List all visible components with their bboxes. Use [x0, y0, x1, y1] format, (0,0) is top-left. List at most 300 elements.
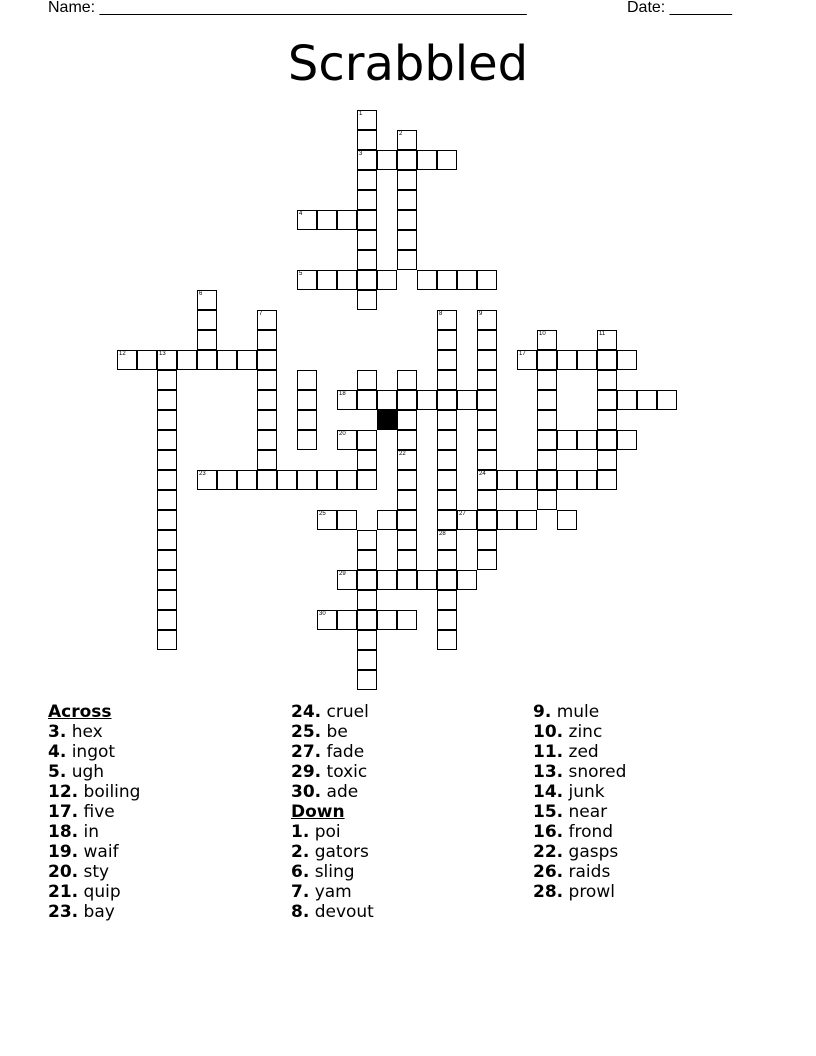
clue-text: fade — [321, 742, 365, 762]
grid-cell[interactable] — [617, 350, 637, 370]
grid-cell[interactable] — [477, 330, 497, 350]
grid-cell[interactable] — [337, 510, 357, 530]
clue-text: sty — [78, 862, 110, 882]
clue-text: devout — [309, 902, 374, 922]
grid-cell[interactable] — [377, 510, 397, 530]
clue-text: quip — [78, 882, 121, 902]
clue-number: 3 — [359, 151, 363, 157]
grid-cell[interactable] — [197, 330, 217, 350]
grid-cell[interactable] — [157, 430, 177, 450]
grid-cell[interactable] — [437, 570, 457, 590]
grid-cell[interactable] — [437, 450, 457, 470]
across-clue — [48, 782, 140, 802]
grid-cell[interactable] — [357, 230, 377, 250]
clue-number-label: 18. — [48, 822, 79, 842]
grid-cell[interactable] — [357, 110, 377, 130]
across-clue — [48, 882, 140, 902]
grid-cell[interactable] — [337, 430, 357, 450]
down-clue — [533, 702, 626, 722]
clue-text: bay — [78, 902, 115, 922]
grid-cell[interactable] — [397, 230, 417, 250]
grid-cell[interactable] — [477, 270, 497, 290]
grid-cell[interactable] — [197, 350, 217, 370]
grid-cell[interactable] — [357, 130, 377, 150]
page-title: Scrabbled — [287, 36, 529, 92]
clue-text: poi — [309, 822, 341, 842]
grid-cell[interactable] — [357, 610, 377, 630]
clue-text: be — [321, 722, 348, 742]
grid-cell[interactable] — [257, 330, 277, 350]
grid-cell[interactable] — [617, 430, 637, 450]
down-heading: Down — [291, 802, 345, 822]
clue-number: 13 — [159, 351, 166, 357]
grid-cell[interactable] — [397, 550, 417, 570]
clue-number: 20 — [339, 431, 346, 437]
grid-cell[interactable] — [397, 150, 417, 170]
clue-number-label: 11. — [533, 742, 564, 762]
grid-cell[interactable] — [197, 290, 217, 310]
grid-cell[interactable] — [397, 370, 417, 390]
grid-cell[interactable] — [457, 270, 477, 290]
grid-cell[interactable] — [297, 470, 317, 490]
grid-cell[interactable] — [537, 370, 557, 390]
grid-cell[interactable] — [457, 390, 477, 410]
grid-cell[interactable] — [337, 270, 357, 290]
grid-cell[interactable] — [617, 390, 637, 410]
grid-cell[interactable] — [357, 590, 377, 610]
down-clue — [533, 802, 626, 822]
grid-cell[interactable] — [197, 470, 217, 490]
grid-cell[interactable] — [157, 390, 177, 410]
across-clue — [291, 762, 374, 782]
clue-text: five — [78, 802, 115, 822]
grid-cell[interactable] — [157, 470, 177, 490]
grid-cell[interactable] — [397, 390, 417, 410]
grid-cell[interactable] — [397, 530, 417, 550]
grid-cell[interactable] — [357, 250, 377, 270]
grid-cell[interactable] — [437, 310, 457, 330]
grid-cell[interactable] — [457, 570, 477, 590]
clues-column-2 — [291, 702, 374, 922]
down-clue — [533, 762, 626, 782]
grid-cell[interactable] — [517, 350, 537, 370]
grid-cell[interactable] — [297, 210, 317, 230]
clue-text: boiling — [78, 782, 141, 802]
clue-number-label: 14. — [533, 782, 564, 802]
grid-cell[interactable] — [437, 390, 457, 410]
clue-number-label: 22. — [533, 842, 564, 862]
across-clue — [48, 862, 140, 882]
clue-number-label: 10. — [533, 722, 564, 742]
grid-cell[interactable] — [157, 450, 177, 470]
clue-number-label: 21. — [48, 882, 79, 902]
grid-cell[interactable] — [437, 150, 457, 170]
grid-cell[interactable] — [237, 470, 257, 490]
clue-number-label: 13. — [533, 762, 564, 782]
clue-number-label: 20. — [48, 862, 79, 882]
clue-number: 30 — [319, 611, 326, 617]
grid-cell[interactable] — [257, 350, 277, 370]
clue-text: ugh — [66, 762, 105, 782]
grid-cell[interactable] — [657, 390, 677, 410]
clue-number-label: 25. — [291, 722, 322, 742]
across-clue — [48, 822, 140, 842]
grid-cell[interactable] — [597, 430, 617, 450]
clue-number: 1 — [359, 111, 363, 117]
down-clue — [533, 722, 626, 742]
grid-cell[interactable] — [157, 350, 177, 370]
across-clue — [291, 702, 374, 722]
grid-cell[interactable] — [537, 350, 557, 370]
down-clue — [291, 902, 374, 922]
clue-number-label: 17. — [48, 802, 79, 822]
grid-cell[interactable] — [537, 390, 557, 410]
clue-text: raids — [563, 862, 611, 882]
down-clue — [291, 842, 374, 862]
grid-cell[interactable] — [497, 470, 517, 490]
grid-cell[interactable] — [177, 350, 197, 370]
clue-number-label: 19. — [48, 842, 79, 862]
grid-cell[interactable] — [597, 470, 617, 490]
grid-cell[interactable] — [257, 410, 277, 430]
date-field-label: Date: _______ — [627, 0, 732, 16]
grid-cell[interactable] — [257, 470, 277, 490]
clue-text: zed — [563, 742, 599, 762]
grid-cell[interactable] — [157, 610, 177, 630]
grid-cell[interactable] — [397, 450, 417, 470]
grid-cell[interactable] — [257, 370, 277, 390]
grid-cell[interactable] — [397, 510, 417, 530]
down-clue — [291, 882, 374, 902]
grid-cell[interactable] — [477, 450, 497, 470]
grid-cell[interactable] — [597, 450, 617, 470]
clue-text: hex — [66, 722, 103, 742]
clue-number: 4 — [299, 211, 303, 217]
grid-cell[interactable] — [437, 370, 457, 390]
across-clue — [48, 802, 140, 822]
clue-number-label: 5. — [48, 762, 67, 782]
grid-cell[interactable] — [357, 630, 377, 650]
grid-cell[interactable] — [317, 510, 337, 530]
clue-number-label: 12. — [48, 782, 79, 802]
down-clue — [291, 822, 374, 842]
down-clue — [533, 782, 626, 802]
grid-cell[interactable] — [397, 250, 417, 270]
grid-cell[interactable] — [437, 530, 457, 550]
clue-number-label: 16. — [533, 822, 564, 842]
grid-cell[interactable] — [417, 570, 437, 590]
down-clue — [533, 882, 626, 902]
grid-cell[interactable] — [257, 390, 277, 410]
clue-text: yam — [309, 882, 352, 902]
grid-cell[interactable] — [157, 530, 177, 550]
across-heading: Across — [48, 702, 112, 722]
grid-cell[interactable] — [157, 490, 177, 510]
clue-number: 24 — [479, 471, 486, 477]
grid-cell[interactable] — [597, 390, 617, 410]
grid-cell[interactable] — [397, 430, 417, 450]
clues-column-1 — [48, 702, 140, 922]
grid-cell[interactable] — [157, 550, 177, 570]
grid-cell[interactable] — [537, 410, 557, 430]
grid-cell[interactable] — [557, 350, 577, 370]
grid-cell[interactable] — [257, 450, 277, 470]
down-clue — [291, 862, 374, 882]
grid-cell[interactable] — [397, 490, 417, 510]
grid-cell[interactable] — [357, 570, 377, 590]
grid-cell[interactable] — [477, 550, 497, 570]
grid-cell[interactable] — [437, 490, 457, 510]
clue-text: near — [563, 802, 608, 822]
clue-number: 25 — [319, 511, 326, 517]
across-clue — [48, 762, 140, 782]
grid-cell[interactable] — [357, 470, 377, 490]
across-clue — [48, 842, 140, 862]
grid-cell[interactable] — [437, 410, 457, 430]
clue-number: 11 — [599, 331, 606, 337]
clue-number: 22 — [399, 451, 406, 457]
grid-cell[interactable] — [197, 310, 217, 330]
grid-cell[interactable] — [597, 350, 617, 370]
clue-number: 28 — [439, 531, 446, 537]
grid-cell[interactable] — [477, 390, 497, 410]
clue-number-label: 30. — [291, 782, 322, 802]
grid-cell[interactable] — [257, 430, 277, 450]
clue-text: prowl — [563, 882, 615, 902]
across-clue — [48, 902, 140, 922]
clue-number-label: 1. — [291, 822, 310, 842]
grid-cell[interactable] — [317, 610, 337, 630]
grid-cell[interactable] — [437, 430, 457, 450]
clue-text: snored — [563, 762, 627, 782]
grid-cell[interactable] — [477, 430, 497, 450]
grid-cell[interactable] — [257, 310, 277, 330]
clue-number: 17 — [519, 351, 526, 357]
clue-text: ingot — [66, 742, 116, 762]
across-clue — [291, 742, 374, 762]
grid-cell[interactable] — [417, 270, 437, 290]
grid-cell[interactable] — [517, 510, 537, 530]
grid-cell[interactable] — [397, 190, 417, 210]
clue-number-label: 7. — [291, 882, 310, 902]
clue-text: frond — [563, 822, 614, 842]
grid-cell[interactable] — [157, 590, 177, 610]
clue-text: gators — [309, 842, 369, 862]
grid-cell[interactable] — [557, 470, 577, 490]
grid-cell[interactable] — [337, 390, 357, 410]
across-clue — [291, 722, 374, 742]
grid-cell[interactable] — [417, 390, 437, 410]
grid-cell[interactable] — [437, 550, 457, 570]
name-field-label: Name: ________________________________________________ — [48, 0, 527, 16]
grid-cell[interactable] — [577, 470, 597, 490]
grid-cell[interactable] — [377, 610, 397, 630]
clue-number: 7 — [259, 311, 263, 317]
grid-cell[interactable] — [337, 570, 357, 590]
grid-cell[interactable] — [537, 330, 557, 350]
grid-cell[interactable] — [317, 470, 337, 490]
clue-text: toxic — [321, 762, 368, 782]
grid-cell[interactable] — [357, 670, 377, 690]
grid-cell[interactable] — [297, 370, 317, 390]
clue-number: 23 — [199, 471, 206, 477]
across-clue — [291, 782, 374, 802]
grid-cell[interactable] — [397, 130, 417, 150]
grid-cell[interactable] — [217, 350, 237, 370]
grid-cell[interactable] — [357, 370, 377, 390]
across-clue — [48, 722, 140, 742]
grid-cell[interactable] — [477, 350, 497, 370]
grid-cell[interactable] — [477, 490, 497, 510]
grid-cell[interactable] — [537, 490, 557, 510]
grid-cell[interactable] — [437, 590, 457, 610]
grid-cell[interactable] — [397, 470, 417, 490]
grid-cell[interactable] — [517, 470, 537, 490]
grid-cell[interactable] — [157, 630, 177, 650]
clue-number-label: 15. — [533, 802, 564, 822]
grid-cell[interactable] — [397, 570, 417, 590]
clue-number-label: 3. — [48, 722, 67, 742]
grid-cell[interactable] — [477, 410, 497, 430]
grid-cell[interactable] — [537, 470, 557, 490]
clue-text: sling — [309, 862, 355, 882]
grid-cell[interactable] — [317, 270, 337, 290]
clue-number: 8 — [439, 311, 443, 317]
grid-cell[interactable] — [437, 270, 457, 290]
grid-cell[interactable] — [397, 410, 417, 430]
grid-cell[interactable] — [357, 270, 377, 290]
grid-cell[interactable] — [117, 350, 137, 370]
grid-cell[interactable] — [357, 170, 377, 190]
clue-number-label: 26. — [533, 862, 564, 882]
down-clue — [533, 742, 626, 762]
grid-cell[interactable] — [397, 210, 417, 230]
grid-cell[interactable] — [297, 270, 317, 290]
clue-number-label: 28. — [533, 882, 564, 902]
grid-cell[interactable] — [597, 410, 617, 430]
grid-cell[interactable] — [437, 630, 457, 650]
clue-number: 27 — [459, 511, 466, 517]
clue-number: 29 — [339, 571, 346, 577]
grid-cell[interactable] — [397, 170, 417, 190]
grid-cell[interactable] — [137, 350, 157, 370]
grid-cell[interactable] — [357, 550, 377, 570]
grid-cell[interactable] — [477, 530, 497, 550]
grid-cell[interactable] — [497, 510, 517, 530]
across-clue — [48, 742, 140, 762]
grid-cell[interactable] — [337, 610, 357, 630]
grid-cell[interactable] — [157, 570, 177, 590]
grid-cell[interactable] — [557, 430, 577, 450]
grid-cell[interactable] — [357, 450, 377, 470]
clue-number-label: 2. — [291, 842, 310, 862]
grid-cell[interactable] — [397, 610, 417, 630]
clue-number-label: 24. — [291, 702, 322, 722]
grid-cell[interactable] — [637, 390, 657, 410]
grid-cell[interactable] — [437, 330, 457, 350]
grid-cell[interactable] — [297, 390, 317, 410]
grid-cell[interactable] — [557, 510, 577, 530]
clue-text: gasps — [563, 842, 619, 862]
grid-cell[interactable] — [437, 350, 457, 370]
grid-cell[interactable] — [437, 510, 457, 530]
grid-cell[interactable] — [357, 190, 377, 210]
grid-cell[interactable] — [377, 270, 397, 290]
grid-cell[interactable] — [157, 510, 177, 530]
grid-cell[interactable] — [217, 470, 237, 490]
grid-cell[interactable] — [317, 210, 337, 230]
grid-cell[interactable] — [597, 370, 617, 390]
grid-cell[interactable] — [577, 430, 597, 450]
clue-number: 9 — [479, 311, 483, 317]
clue-number: 12 — [119, 351, 126, 357]
clue-text: cruel — [321, 702, 369, 722]
clue-number: 10 — [539, 331, 546, 337]
clue-number-label: 23. — [48, 902, 79, 922]
grid-cell[interactable] — [157, 410, 177, 430]
grid-cell[interactable] — [417, 150, 437, 170]
clue-number: 6 — [199, 291, 203, 297]
grid-cell[interactable] — [477, 370, 497, 390]
grid-cell[interactable] — [477, 310, 497, 330]
grid-cell[interactable] — [337, 210, 357, 230]
grid-cell[interactable] — [357, 430, 377, 450]
clue-text: ade — [321, 782, 359, 802]
clue-number-label: 27. — [291, 742, 322, 762]
clue-text: junk — [563, 782, 605, 802]
clue-text: zinc — [563, 722, 603, 742]
grid-cell[interactable] — [357, 210, 377, 230]
grid-cell[interactable] — [357, 530, 377, 550]
grid-cell[interactable] — [577, 350, 597, 370]
grid-cell[interactable] — [477, 470, 497, 490]
grid-cell[interactable] — [597, 330, 617, 350]
blocked-cell — [377, 410, 397, 430]
down-clue — [533, 862, 626, 882]
down-clue — [533, 822, 626, 842]
grid-cell[interactable] — [537, 450, 557, 470]
clues-column-3 — [533, 702, 626, 902]
clue-number-label: 4. — [48, 742, 67, 762]
grid-cell[interactable] — [377, 150, 397, 170]
grid-cell[interactable] — [157, 370, 177, 390]
clue-number: 18 — [339, 391, 346, 397]
grid-cell[interactable] — [337, 470, 357, 490]
grid-cell[interactable] — [437, 610, 457, 630]
grid-cell[interactable] — [357, 650, 377, 670]
grid-cell[interactable] — [437, 470, 457, 490]
grid-cell[interactable] — [277, 470, 297, 490]
grid-cell[interactable] — [237, 350, 257, 370]
grid-cell[interactable] — [297, 430, 317, 450]
clue-number-label: 9. — [533, 702, 552, 722]
grid-cell[interactable] — [297, 410, 317, 430]
grid-cell[interactable] — [357, 390, 377, 410]
clue-text: waif — [78, 842, 119, 862]
grid-cell[interactable] — [537, 430, 557, 450]
grid-cell[interactable] — [357, 290, 377, 310]
grid-cell[interactable] — [477, 510, 497, 530]
grid-cell[interactable] — [457, 510, 477, 530]
clue-text: in — [78, 822, 100, 842]
grid-cell[interactable] — [377, 570, 397, 590]
grid-cell[interactable] — [377, 390, 397, 410]
clue-text: mule — [551, 702, 600, 722]
clue-number: 2 — [399, 131, 403, 137]
down-clue — [533, 842, 626, 862]
grid-cell[interactable] — [357, 150, 377, 170]
clue-number-label: 8. — [291, 902, 310, 922]
